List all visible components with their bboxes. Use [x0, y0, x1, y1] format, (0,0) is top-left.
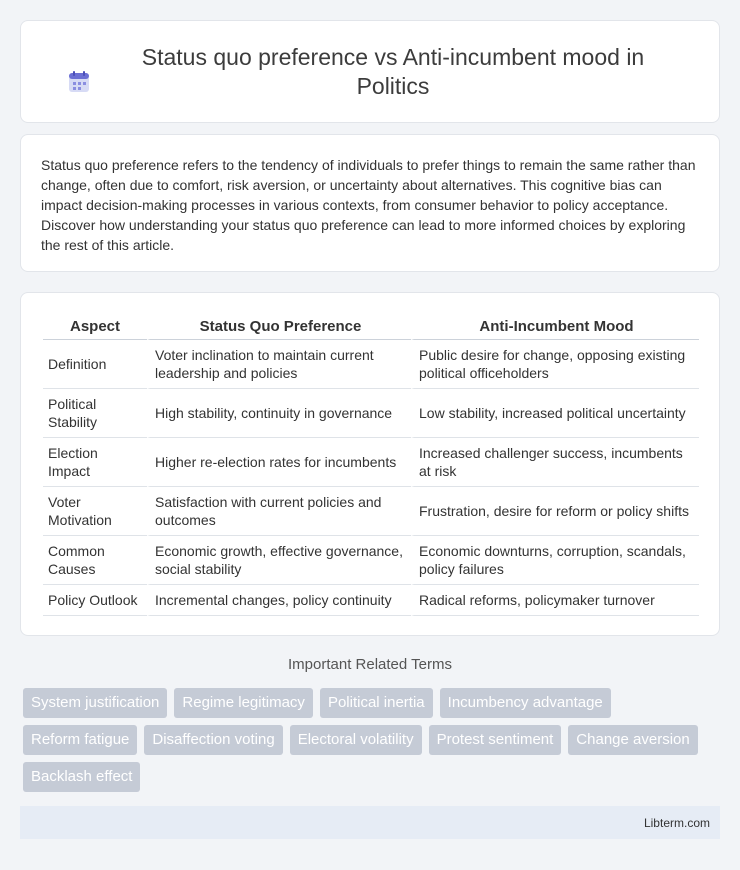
- cell-anti-incumbent: Economic downturns, corruption, scandals, policy failures: [411, 536, 699, 585]
- intro-card: [20, 134, 720, 272]
- table-row: [43, 438, 699, 487]
- header-aspect: Aspect: [43, 313, 147, 340]
- cell-aspect: Political Stability: [43, 389, 147, 438]
- related-term-tag[interactable]: System justification: [23, 688, 167, 718]
- related-term-tag[interactable]: Reform fatigue: [23, 725, 137, 755]
- table-row: [43, 487, 699, 536]
- cell-status-quo: High stability, continuity in governance: [147, 389, 411, 438]
- cell-anti-incumbent: Frustration, desire for reform or policy shifts: [411, 487, 699, 536]
- related-term-tag[interactable]: Protest sentiment: [429, 725, 562, 755]
- related-term-tag[interactable]: Incumbency advantage: [440, 688, 611, 718]
- cell-status-quo: Economic growth, effective governance, social stability: [147, 536, 411, 585]
- cell-anti-incumbent: Radical reforms, policymaker turnover: [411, 585, 699, 616]
- footer-site-link[interactable]: Libterm.com: [643, 816, 710, 830]
- comparison-table: [43, 313, 699, 616]
- table-row: [43, 389, 699, 438]
- header-status-quo: Status Quo Preference: [147, 313, 411, 340]
- cell-status-quo: Satisfaction with current policies and outcomes: [147, 487, 411, 536]
- cell-aspect: Voter Motivation: [43, 487, 147, 536]
- table-row: [43, 585, 699, 616]
- page-title: Status quo preference vs Anti-incumbent mood in Politics: [141, 43, 645, 99]
- cell-aspect: Definition: [43, 340, 147, 389]
- intro-text: Status quo preference refers to the tendency of individuals to prefer things to remain the same rather than change, often due to comfort, risk aversion, or uncertainty about alternatives. This cognitive bias can impact decision-making processes in various contexts, from consumer behavior to policy acceptance. Discover how understanding your status quo preference can lead to more informed choices by exploring the rest of this article.: [41, 157, 696, 253]
- cell-anti-incumbent: Public desire for change, opposing existing political officeholders: [411, 340, 699, 389]
- related-term-tag[interactable]: Political inertia: [320, 688, 433, 718]
- footer: [20, 806, 720, 839]
- cell-anti-incumbent: Increased challenger success, incumbents at risk: [411, 438, 699, 487]
- related-term-tag[interactable]: Disaffection voting: [144, 725, 282, 755]
- cell-aspect: Election Impact: [43, 438, 147, 487]
- title-wrap: [60, 43, 680, 101]
- header-anti-incumbent: Anti-Incumbent Mood: [411, 313, 699, 340]
- cell-aspect: Common Causes: [43, 536, 147, 585]
- cell-status-quo: Higher re-election rates for incumbents: [147, 438, 411, 487]
- table-row: [43, 340, 699, 389]
- cell-aspect: Policy Outlook: [43, 585, 147, 616]
- related-terms-list: [23, 688, 723, 799]
- related-term-tag[interactable]: Electoral volatility: [290, 725, 422, 755]
- cell-status-quo: Incremental changes, policy continuity: [147, 585, 411, 616]
- cell-status-quo: Voter inclination to maintain current leadership and policies: [147, 340, 411, 389]
- title-card: [20, 20, 720, 123]
- calendar-icon: [67, 70, 91, 94]
- related-term-tag[interactable]: Change aversion: [568, 725, 697, 755]
- comparison-card: [20, 292, 720, 636]
- table-row: [43, 536, 699, 585]
- table-header-row: [43, 313, 699, 340]
- related-term-tag[interactable]: Regime legitimacy: [174, 688, 313, 718]
- related-term-tag[interactable]: Backlash effect: [23, 762, 140, 792]
- cell-anti-incumbent: Low stability, increased political uncertainty: [411, 389, 699, 438]
- related-terms-title: Important Related Terms: [288, 656, 452, 673]
